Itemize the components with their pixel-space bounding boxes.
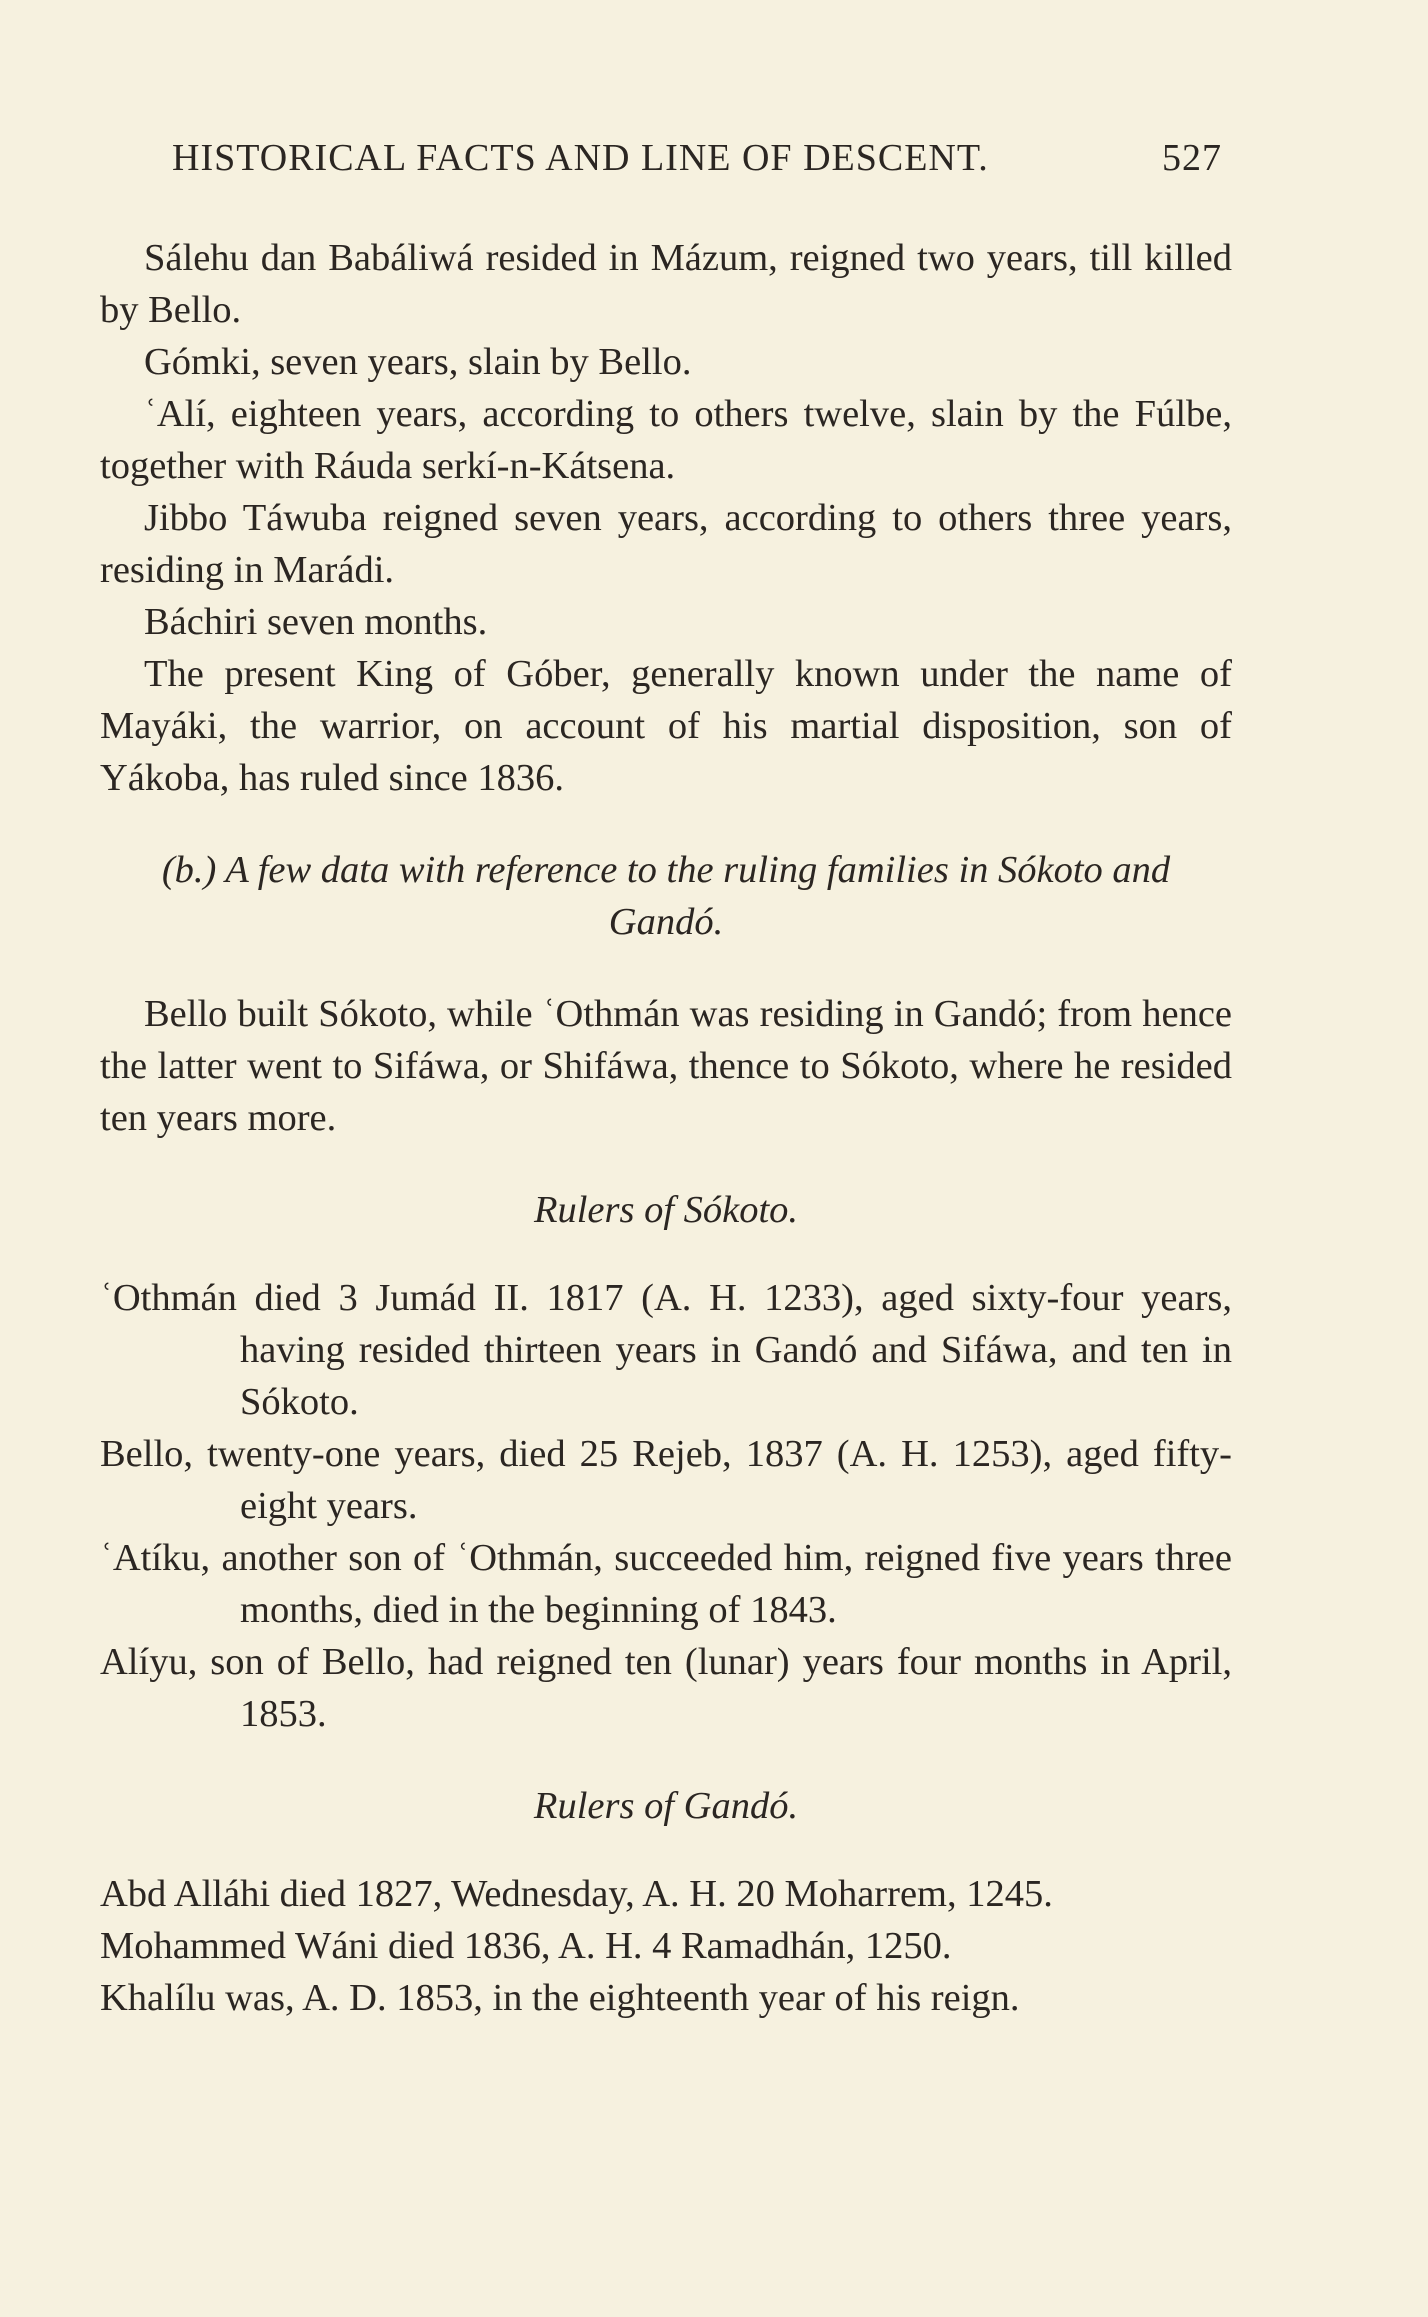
body-text <box>100 232 1232 2024</box>
page-number: 527 <box>1162 137 1222 179</box>
section-heading: (b.) A few data with reference to the ruling families in Sókoto and Gandó. <box>161 849 1171 943</box>
running-title: HISTORICAL FACTS AND LINE OF DESCENT. <box>172 137 989 179</box>
sokoto-rulers-heading: Rulers of Sókoto. <box>533 1189 799 1231</box>
gober-entry: The present King of Góber, generally known under the name of Mayáki, the warrior, on account of his martial disposition, son of Yákoba, has ruled since 1836. <box>100 653 1232 799</box>
gober-entry: Gómki, seven years, slain by Bello. <box>144 341 692 383</box>
gando-ruler-entry: Abd Alláhi died 1827, Wednesday, A. H. 20 Moharrem, 1245. <box>100 1873 1053 1915</box>
sokoto-ruler-entry: Alíyu, son of Bello, had reigned ten (lunar) years four months in April, 1853. <box>100 1641 1232 1735</box>
gando-ruler-entry: Khalílu was, A. D. 1853, in the eighteenth year of his reign. <box>100 1977 1020 2019</box>
gando-rulers-heading: Rulers of Gandó. <box>533 1785 799 1827</box>
sokoto-ruler-entry: Bello, twenty-one years, died 25 Rejeb, 1837 (A. H. 1253), aged fifty-eight years. <box>100 1433 1232 1527</box>
running-header <box>172 136 1222 186</box>
gober-entry: Báchiri seven months. <box>144 601 488 643</box>
sokoto-ruler-entry: ʿOthmán died 3 Jumád II. 1817 (A. H. 1233), aged sixty-four years, having resided thirteen years in Gandó and Sifáwa, and ten in Sókoto. <box>100 1277 1232 1423</box>
gober-entry: ʿAlí, eighteen years, according to others twelve, slain by the Fúlbe, together with Ráuda serkí-n-Kátsena. <box>100 393 1232 487</box>
sokoto-ruler-entry: ʿAtíku, another son of ʿOthmán, succeeded him, reigned five years three months, died in the beginning of 1843. <box>100 1537 1232 1631</box>
gober-entry: Sálehu dan Babáliwá resided in Mázum, reigned two years, till killed by Bello. <box>100 237 1232 331</box>
gando-ruler-entry: Mohammed Wáni died 1836, A. H. 4 Ramadhán, 1250. <box>100 1925 952 1967</box>
section-intro: Bello built Sókoto, while ʿOthmán was residing in Gandó; from hence the latter went to Sifáwa, or Shifáwa, thence to Sókoto, where he resided ten years more. <box>100 993 1232 1139</box>
gober-entry: Jibbo Táwuba reigned seven years, according to others three years, residing in Marádi. <box>100 497 1232 591</box>
